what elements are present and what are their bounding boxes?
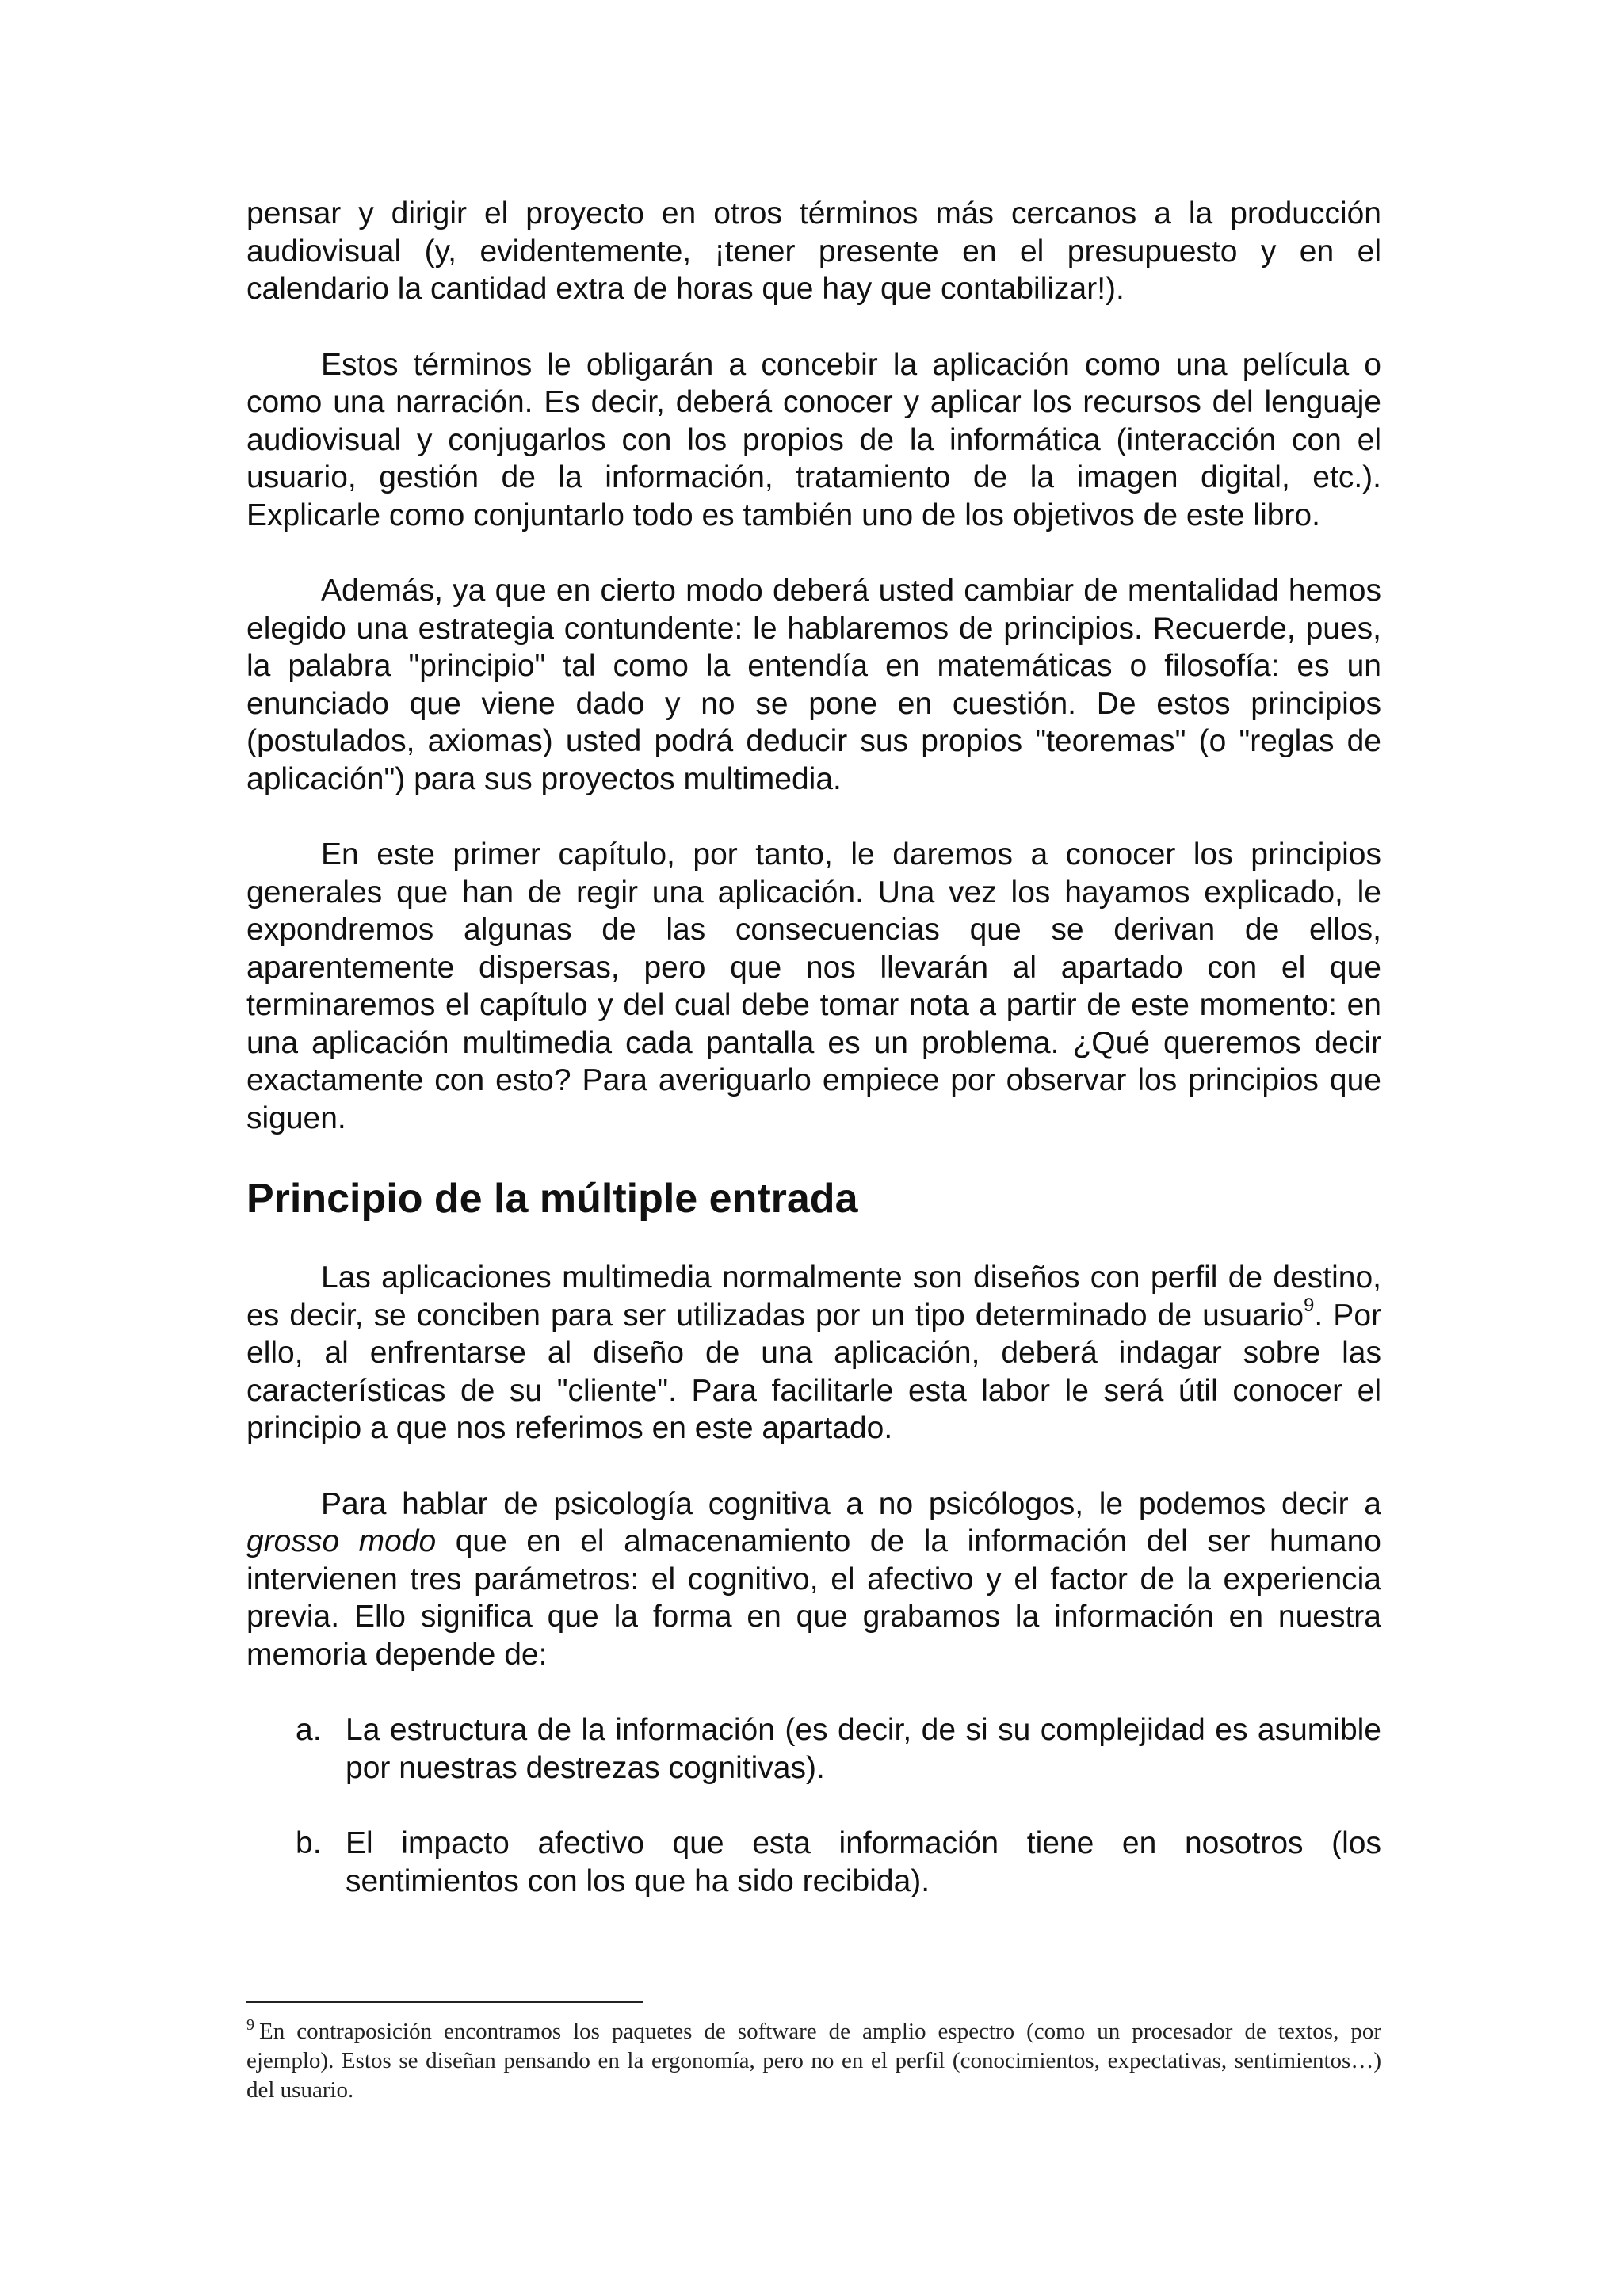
section-paragraph-1-text-b: . Por ello, al enfrentarse al diseño de una aplicación, deberá indagar sobre las características de su "cliente". Para facilitarle esta labor le será útil conocer el principio a que nos referimos en este apartado.: [246, 1298, 1381, 1445]
section-paragraph-2: [246, 1486, 1381, 1674]
paragraph-4: En este primer capítulo, por tanto, le daremos a conocer los principios generales que han de regir una aplicación. Una vez los hayamos explicado, le expondremos algunas de las consecuencias que se derivan de ellos, aparentemente dispersas, pero que nos llevarán al apartado con el que terminaremos el capítulo y del cual debe tomar nota a partir de este momento: en una aplicación multimedia cada pantalla es un problema. ¿Qué queremos decir exactamente con esto? Para averiguarlo empiece por observar los principios que siguen.: [246, 837, 1381, 1135]
footnote-text: En contraposición encontramos los paquetes de software de amplio espectro (como un procesador de textos, por ejemplo). Estos se diseñan pensando en la ergonomía, pero no en el perfil (conocimientos, expectativas, sentimientos…) del usuario.: [246, 2019, 1381, 2103]
list-marker: b.: [296, 1826, 322, 1860]
section-paragraph-1-text-a: Las aplicaciones multimedia normalmente son diseños con perfil de destino, es decir, se conciben para ser utilizadas por un tipo determinado de usuario: [246, 1261, 1381, 1333]
section-paragraph-2-text-b: que en el almacenamiento de la información del ser humano intervienen tres parámetros: el cognitivo, el afectivo y el factor de la experiencia previa. Ello significa que la forma en que grabamos la información en nuestra memoria depende de:: [246, 1524, 1381, 1672]
footnote-number: 9: [246, 2016, 254, 2035]
list-item-text: La estructura de la información (es decir, de si su complejidad es asumible por nuestras destrezas cognitivas).: [346, 1713, 1381, 1785]
paragraph-1: pensar y dirigir el proyecto en otros términos más cercanos a la producción audiovisual (y, evidentemente, ¡tener presente en el presupuesto y en el calendario la cantidad extra de horas que hay que contabilizar!).: [246, 196, 1381, 306]
paragraph-2: Estos términos le obligarán a concebir la aplicación como una película o como una narración. Es decir, deberá conocer y aplicar los recursos del lenguaje audiovisual y conjugarlos con los propios de la informática (interacción con el usuario, gestión de la información, tratamiento de la imagen digital, etc.). Explicarle como conjuntarlo todo es también uno de los objetivos de este libro.: [246, 347, 1381, 532]
page-body: [246, 195, 1381, 1938]
footnote: [246, 2017, 1381, 2105]
section-paragraph-2-text-a: Para hablar de psicología cognitiva a no psicólogos, le podemos decir a: [321, 1486, 1381, 1521]
factor-list: [246, 1711, 1381, 1900]
section-heading: Principio de la múltiple entrada: [246, 1176, 858, 1222]
italic-phrase: grosso modo: [246, 1524, 437, 1558]
paragraph-3: Además, ya que en cierto modo deberá usted cambiar de mentalidad hemos elegido una estrategia contundente: le hablaremos de principios. Recuerde, pues, la palabra "principio" tal como la entendía en matemáticas o filosofía: es un enunciado que viene dado y no se pone en cuestión. De estos principios (postulados, axiomas) usted podrá deducir sus propios "teoremas" (o "reglas de aplicación") para sus proyectos multimedia.: [246, 574, 1381, 796]
footnote-reference[interactable]: 9: [1304, 1294, 1315, 1316]
footnote-separator: [246, 2001, 643, 2003]
section-paragraph-1: [246, 1259, 1381, 1447]
list-item: [246, 1711, 1381, 1787]
list-marker: a.: [296, 1713, 322, 1747]
list-item: [246, 1825, 1381, 1900]
list-item-text: El impacto afectivo que esta información tiene en nosotros (los sentimientos con los que ha sido recibida).: [346, 1826, 1381, 1898]
